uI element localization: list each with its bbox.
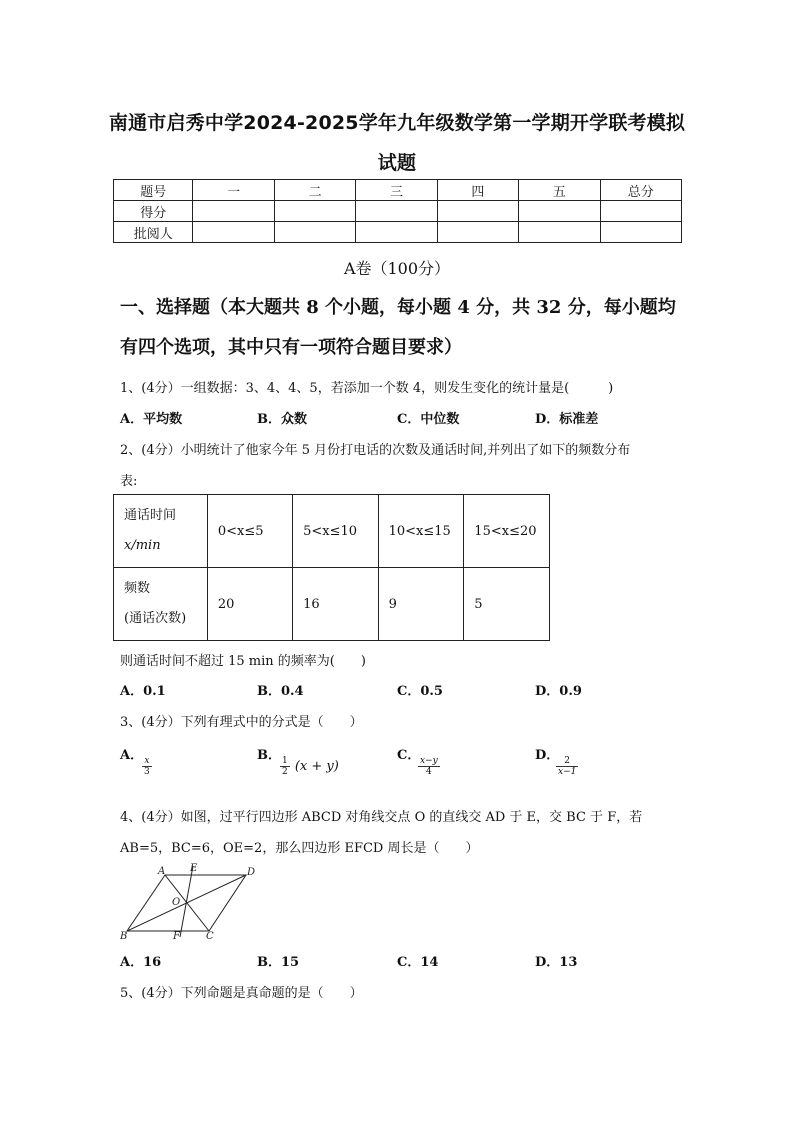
fraction-numerator: 1 xyxy=(282,756,288,766)
frequency-table-row xyxy=(114,568,550,641)
label-o: O xyxy=(172,897,181,908)
question-2-prompt: 则通话时间不超过 15 min 的频率为( ) xyxy=(120,654,366,669)
interval-cell: 0<x≤5 xyxy=(207,495,292,568)
page-title-continued: 试题 xyxy=(377,152,417,174)
count-cell: 20 xyxy=(207,568,292,641)
score-row-label: 批阅人 xyxy=(114,222,193,243)
q4-option-b[interactable]: B．15 xyxy=(257,955,300,970)
label-e: E xyxy=(190,863,198,874)
q2-option-a[interactable]: A．0.1 xyxy=(120,684,166,699)
frequency-table xyxy=(113,494,550,641)
section-heading-line: 一、选择题（本大题共 8 个小题，每小题 4 分，共 32 分，每小题均 xyxy=(120,297,676,318)
frequency-row-label-line: 通话时间 xyxy=(124,508,177,523)
frequency-table-row xyxy=(114,495,550,568)
question-5-text: 5、(4分）下列命题是真命题的是（ ） xyxy=(120,986,363,1001)
score-header-cell: 五 xyxy=(519,180,600,201)
question-2-text: 2、(4分）小明统计了他家今年 5 月份打电话的次数及通话时间,并列出了如下的频数分布 xyxy=(120,443,631,458)
label-b: B xyxy=(120,931,128,942)
score-table-row xyxy=(114,201,682,222)
fraction-denominator: 2 xyxy=(282,767,288,777)
label-f: F xyxy=(173,931,180,942)
section-paper-a: A卷（100分） xyxy=(343,259,451,278)
count-cell: 9 xyxy=(378,568,464,641)
score-table-row xyxy=(114,222,682,243)
interval-cell: 15<x≤20 xyxy=(464,495,550,568)
label-a: A xyxy=(158,866,166,877)
interval-cell: 5<x≤10 xyxy=(293,495,378,568)
question-1-text: 1、(4分）一组数据：3、4、4、5，若添加一个数 4，则发生变化的统计量是( ) xyxy=(120,381,614,396)
score-cell[interactable] xyxy=(274,201,355,222)
label-c: C xyxy=(206,931,214,942)
fraction-numerator: x−y xyxy=(420,756,438,766)
score-cell[interactable] xyxy=(437,222,518,243)
q3-option-d-letter[interactable]: D． xyxy=(535,748,560,763)
score-cell[interactable] xyxy=(193,201,274,222)
score-header-cell: 二 xyxy=(274,180,355,201)
line-ef xyxy=(180,866,193,937)
q2-option-b[interactable]: B．0.4 xyxy=(257,684,304,699)
q3-option-a-letter[interactable]: A． xyxy=(120,748,144,763)
score-cell[interactable] xyxy=(356,201,437,222)
score-header-cell: 总分 xyxy=(600,180,681,201)
question-3-text: 3、(4分）下列有理式中的分式是（ ） xyxy=(120,715,363,730)
fraction-denominator: x−1 xyxy=(558,767,577,777)
score-cell[interactable] xyxy=(600,222,681,243)
q3-option-a-fraction[interactable] xyxy=(142,756,152,777)
interval-cell: 10<x≤15 xyxy=(378,495,464,568)
q2-option-d[interactable]: D．0.9 xyxy=(535,684,582,699)
score-header-cell: 题号 xyxy=(114,180,193,201)
score-cell[interactable] xyxy=(437,201,518,222)
q3-option-d-fraction[interactable] xyxy=(556,756,578,777)
frequency-row-label-line: 频数 xyxy=(124,581,151,596)
score-cell[interactable] xyxy=(193,222,274,243)
score-header-cell: 一 xyxy=(193,180,274,201)
q1-option-b[interactable]: B．众数 xyxy=(257,412,307,427)
score-cell[interactable] xyxy=(519,222,600,243)
q4-option-c[interactable]: C．14 xyxy=(397,955,439,970)
frequency-row-label-line: x/min xyxy=(124,538,161,553)
q2-option-c[interactable]: C．0.5 xyxy=(397,684,443,699)
parallelogram-figure xyxy=(115,860,265,945)
fraction-numerator: x xyxy=(142,756,152,767)
frequency-row-label xyxy=(114,495,208,568)
score-cell[interactable] xyxy=(356,222,437,243)
q3-option-c-fraction[interactable] xyxy=(418,756,440,777)
section-heading xyxy=(120,288,680,368)
question-4-text: 4、(4分）如图，过平行四边形 ABCD 对角线交点 O 的直线交 AD 于 E，交 BC 于 F，若 xyxy=(120,810,643,825)
score-header-cell: 三 xyxy=(356,180,437,201)
q3-option-b-rest: (x + y) xyxy=(294,759,339,774)
score-table xyxy=(113,179,682,243)
q1-option-a[interactable]: A．平均数 xyxy=(120,412,183,427)
q1-option-c[interactable]: C．中位数 xyxy=(397,412,460,427)
score-cell[interactable] xyxy=(274,222,355,243)
q1-option-d[interactable]: D．标准差 xyxy=(535,412,599,427)
count-cell: 16 xyxy=(293,568,378,641)
q3-option-b-fraction xyxy=(280,756,290,777)
score-cell[interactable] xyxy=(519,201,600,222)
fraction-denominator: 3 xyxy=(144,767,150,777)
q3-option-b-expression[interactable] xyxy=(280,756,339,777)
fraction-denominator: 4 xyxy=(425,767,432,777)
section-heading-line: 有四个选项，其中只有一项符合题目要求） xyxy=(120,337,462,358)
fraction-numerator: 2 xyxy=(556,756,578,767)
score-table-header-row xyxy=(114,180,682,201)
count-cell: 5 xyxy=(464,568,550,641)
frequency-row-label-line: (通话次数) xyxy=(124,611,187,626)
question-2-text-continued: 表: xyxy=(120,474,138,489)
score-header-cell: 四 xyxy=(437,180,518,201)
q3-option-b-letter[interactable]: B． xyxy=(257,748,281,763)
q4-option-d[interactable]: D．13 xyxy=(535,955,578,970)
question-4-text-continued: AB=5，BC=6，OE=2，那么四边形 EFCD 周长是（ ） xyxy=(120,841,479,856)
label-d: D xyxy=(247,867,256,878)
page-title: 南通市启秀中学2024-2025学年九年级数学第一学期开学联考模拟 xyxy=(108,112,686,134)
score-row-label: 得分 xyxy=(114,201,193,222)
score-cell[interactable] xyxy=(600,201,681,222)
q3-option-c-letter[interactable]: C． xyxy=(397,748,421,763)
q4-option-a[interactable]: A．16 xyxy=(120,955,162,970)
frequency-row-label xyxy=(114,568,208,641)
